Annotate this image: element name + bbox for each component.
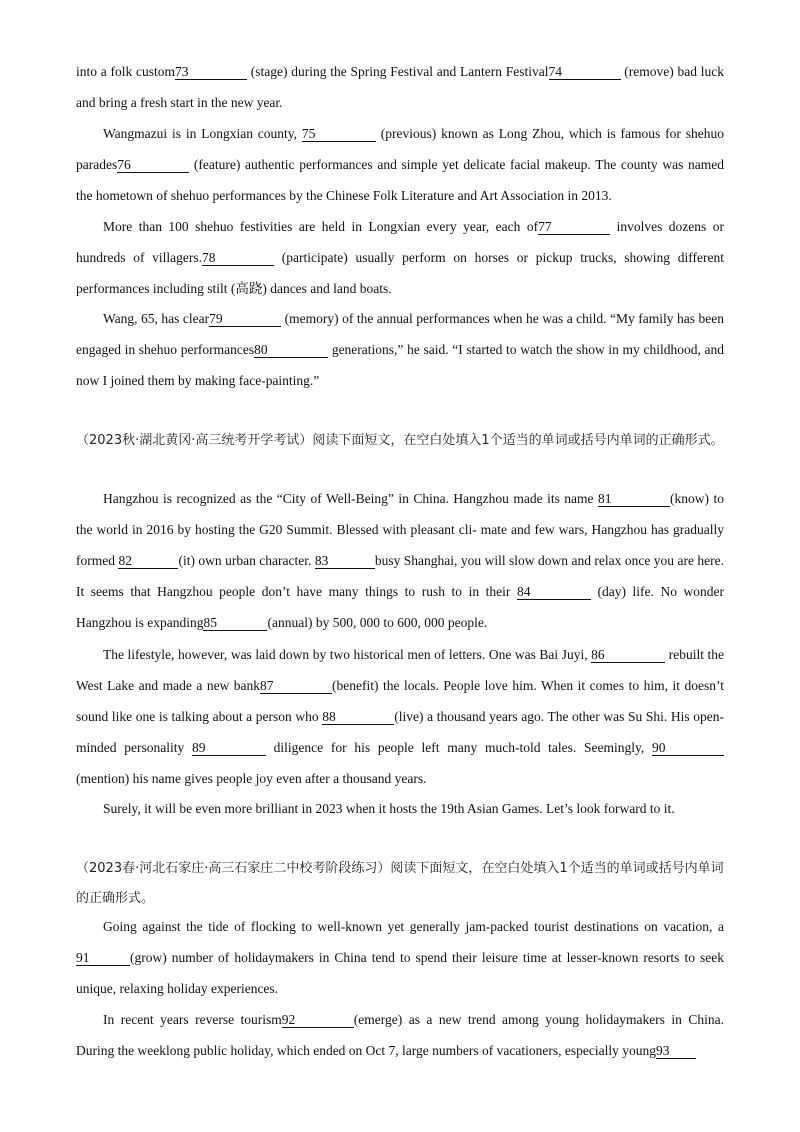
- blank-79[interactable]: 79: [209, 311, 281, 327]
- passage-a-paragraph-3: More than 100 shehuo festivities are held in Longxian every year, each of77 involves dozens or hundreds of villagers.78 (participate) usually perform on horses or pickup trucks, showing different performances including stilt (高跷) dances and land boats.: [76, 219, 725, 296]
- passage-b-paragraph-2: The lifestyle, however, was laid down by two historical men of letters. One was Bai Juyi, 86 rebuilt the West Lake and made a new bank87 (benefit) the locals. People love him. When it comes to him, it doesn’t sound like one is talking about a person who 88 (live) a thousand years ago. The other was Su Shi. His open-minded personality 89 diligence for his people left many much-told tales. Seemingly, 90(mention) his name gives people joy even after a thousand years.: [76, 647, 725, 786]
- passage-c-paragraph-2: In recent years reverse tourism92 (emerge) as a new trend among young holidaymakers in China. During the weeklong public holiday, which ended on Oct 7, large numbers of vacationers, especially young93: [76, 1012, 724, 1058]
- blank-77[interactable]: 77: [538, 219, 610, 235]
- passage-c-paragraph-1: Going against the tide of flocking to well-known yet generally jam-packed tourist destinations on vacation, a91 (grow) number of holidaymakers in China tend to spend their leisure time at lesser-known resorts to seek unique, relaxing holiday experiences.: [76, 919, 724, 996]
- blank-83[interactable]: 83: [315, 553, 375, 569]
- blank-86[interactable]: 86: [591, 647, 665, 663]
- passage-a-paragraph-2: Wangmazui is in Longxian county, 75 (previous) known as Long Zhou, which is famous for shehuo parades76 (feature) authentic performances and simple yet delicate facial makeup. The county was named the hometown of shehuo performances by the Chinese Folk Literature and Art Association in 2013.: [76, 126, 724, 203]
- blank-92[interactable]: 92: [282, 1012, 354, 1028]
- passage-c-instructions: （2023春·河北石家庄·高三石家庄二中校考阶段练习）阅读下面短文，在空白处填入1个适当的单词或括号内单词的正确形式。: [76, 861, 724, 906]
- blank-80[interactable]: 80: [254, 342, 328, 358]
- blank-89[interactable]: 89: [192, 740, 266, 756]
- blank-82[interactable]: 82: [118, 553, 178, 569]
- passage-a-paragraph-4: Wang, 65, has clear79 (memory) of the annual performances when he was a child. “My family has been engaged in shehuo performances80 generations,” he said. “I started to watch the show in my childhood, and now I joined them by making face-painting.”: [76, 311, 724, 388]
- blank-85[interactable]: 85: [203, 615, 267, 631]
- blank-88[interactable]: 88: [322, 709, 394, 725]
- blank-76[interactable]: 76: [117, 157, 189, 173]
- blank-75[interactable]: 75: [302, 126, 376, 142]
- blank-81[interactable]: 81: [598, 491, 670, 507]
- blank-74[interactable]: 74: [549, 64, 621, 80]
- passage-b-instructions: （2023秋·湖北黄冈·高三统考开学考试）阅读下面短文，在空白处填入1个适当的单词或括号内单词的正确形式。: [76, 433, 724, 448]
- blank-93[interactable]: 93: [656, 1043, 696, 1059]
- passage-b-paragraph-1: Hangzhou is recognized as the “City of Well-Being” in China. Hangzhou made its name 81 (know) to the world in 2016 by hosting the G20 Summit. Blessed with pleasant cli- mate and few wars, Hangzhou has gradually formed 82 (it) own urban character. 83 busy Shanghai, you will slow down and relax once you are here. It seems that Hangzhou people don’t have many things to rush to in their 84 (day) life. No wonder Hangzhou is expanding85 (annual) by 500, 000 to 600, 000 people.: [76, 491, 725, 630]
- passage-a-paragraph-1: into a folk custom73 (stage) during the Spring Festival and Lantern Festival74 (remove) bad luck and bring a fresh start in the new year.: [76, 64, 724, 110]
- blank-78[interactable]: 78: [202, 250, 274, 266]
- blank-91[interactable]: 91: [76, 950, 130, 966]
- passage-b-paragraph-3: Surely, it will be even more brilliant in 2023 when it hosts the 19th Asian Games. Let’s look forward to it.: [103, 801, 675, 816]
- blank-84[interactable]: 84: [517, 584, 591, 600]
- blank-87[interactable]: 87: [260, 678, 332, 694]
- blank-90[interactable]: 90: [652, 740, 724, 756]
- blank-73[interactable]: 73: [175, 64, 247, 80]
